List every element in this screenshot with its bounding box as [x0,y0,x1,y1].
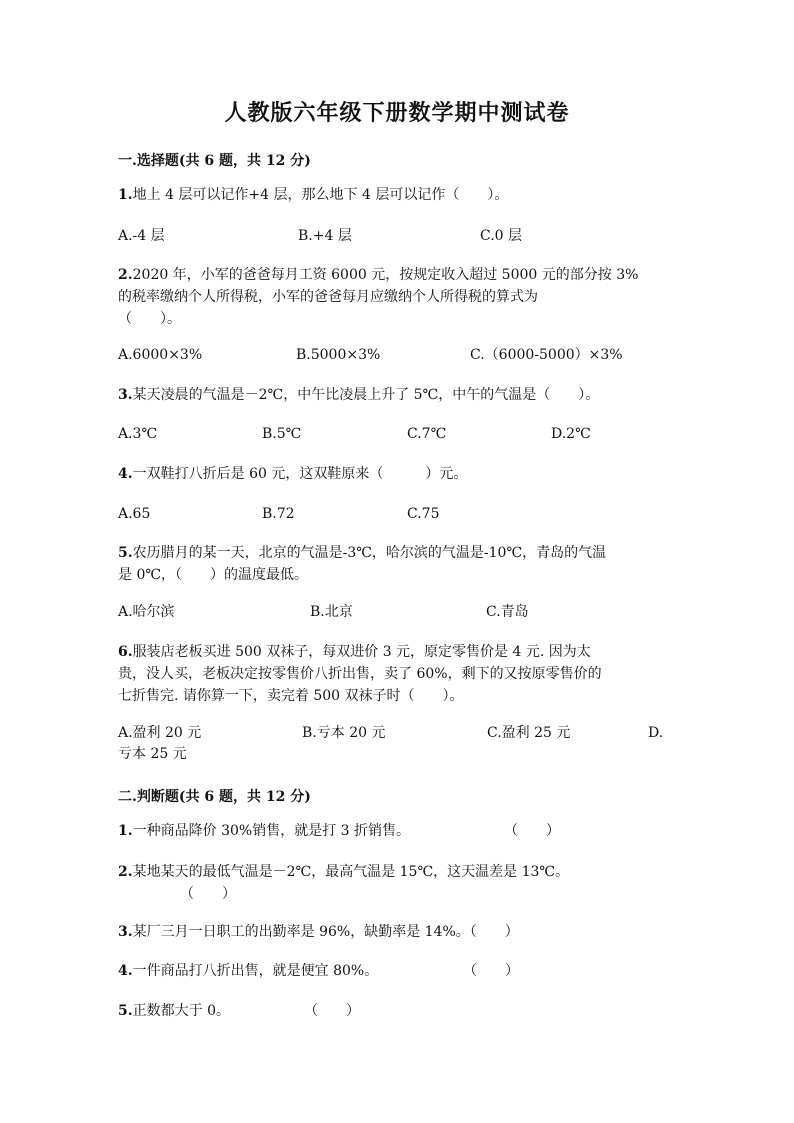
question-number: 4. [118,963,133,979]
answer-parentheses: （ ） [463,963,519,979]
question-text: 正数都大于 0。 [132,1003,230,1019]
question-1-options [118,225,678,247]
question-3-options [118,423,678,445]
question-text: 某地某天的最低气温是－2℃，最高气温是 15℃，这天温差是 13℃。 [132,864,570,880]
answer-parentheses: （ ） [180,886,236,902]
question-number: 3. [118,924,133,940]
question-text-line-1: 农历腊月的某一天，北京的气温是-3℃，哈尔滨的气温是-10℃，青岛的气温 [132,545,607,561]
option-a: A.6000×3% [118,347,203,363]
option-a: A.65 [118,506,151,522]
judgement-2 [118,861,678,905]
question-2 [118,264,678,330]
question-number: 6. [118,644,133,660]
question-number: 5. [118,545,133,561]
option-b: B.北京 [310,604,353,620]
section-heading-judgement: 二.判断题(共 6 题，共 12 分) [118,789,311,805]
answer-parentheses: （ ） [304,1003,360,1019]
option-a: A.3℃ [118,426,158,442]
question-text-line-2: 贵，没人买，老板决定按零售价八折出售，卖了 60%，剩下的又按原零售价的 [118,666,602,682]
option-b: B.+4 层 [298,228,352,244]
question-text-line-3: 七折售完. 请你算一下，卖完着 500 双袜子时（ ）。 [118,688,464,704]
judgement-1 [118,820,678,842]
question-text: 地上 4 层可以记作+4 层，那么地下 4 层可以记作（ ）。 [132,187,509,203]
question-text-line-1: 2020 年，小军的爸爸每月工资 6000 元，按规定收入超过 5000 元的部分按 3% [132,267,639,283]
judgement-3 [118,921,678,943]
question-number: 4. [118,466,133,482]
option-d: D.2℃ [551,426,591,442]
answer-parentheses: （ ） [504,823,560,839]
question-number: 1. [118,187,133,203]
question-2-options [118,344,678,366]
question-number: 1. [118,823,133,839]
option-b: B.72 [262,506,295,522]
option-c: C.75 [407,506,440,522]
question-text-line-1: 服装店老板买进 500 双袜子，每双进价 3 元，原定零售价是 4 元. 因为太 [132,644,591,660]
page-title: 人教版六年级下册数学期中测试卷 [224,100,570,126]
question-3 [118,384,678,406]
question-text: 某天凌晨的气温是－2℃，中午比凌晨上升了 5℃，中午的气温是（ ）。 [132,387,600,403]
option-c: C.7℃ [407,426,447,442]
judgement-5 [118,1000,678,1022]
question-text: 一件商品打八折出售，就是便宜 80%。 [132,963,379,979]
option-b: B.5000×3% [296,347,381,363]
question-text: 一种商品降价 30%销售，就是打 3 折销售。 [132,823,410,839]
option-a: A.哈尔滨 [118,604,175,620]
option-a: A.盈利 20 元 [118,725,202,741]
question-text: 一双鞋打八折后是 60 元，这双鞋原来（ ）元。 [132,466,468,482]
question-number: 5. [118,1003,133,1019]
section-heading-choice: 一.选择题(共 6 题，共 12 分) [118,153,311,169]
option-d-text: 亏本 25 元 [118,746,187,762]
question-5-options [118,601,678,623]
question-5 [118,542,678,586]
option-d-label: D. [648,725,664,741]
option-a: A.-4 层 [118,228,165,244]
question-text-line-3: （ ）。 [118,311,181,327]
question-6-options [118,722,678,744]
question-text: 某厂三月一日职工的出勤率是 96%，缺勤率是 14%。（ ） [132,924,519,940]
question-4-options [118,503,678,525]
question-1 [118,184,678,206]
option-c: C.（6000-5000）×3% [470,347,623,363]
question-number: 2. [118,864,133,880]
question-6 [118,641,678,707]
question-text-line-2: 是 0℃，（ ）的温度最低。 [118,567,309,583]
question-text-line-2: 的税率缴纳个人所得税，小军的爸爸每月应缴纳个人所得税的算式为 [118,289,538,305]
question-number: 3. [118,387,133,403]
question-4 [118,463,678,485]
option-b: B.5℃ [262,426,302,442]
option-c: C.青岛 [486,604,529,620]
question-number: 2. [118,267,133,283]
judgement-4 [118,960,678,982]
option-b: B.亏本 20 元 [302,725,386,741]
option-c: C.0 层 [480,228,523,244]
option-c: C.盈利 25 元 [487,725,571,741]
